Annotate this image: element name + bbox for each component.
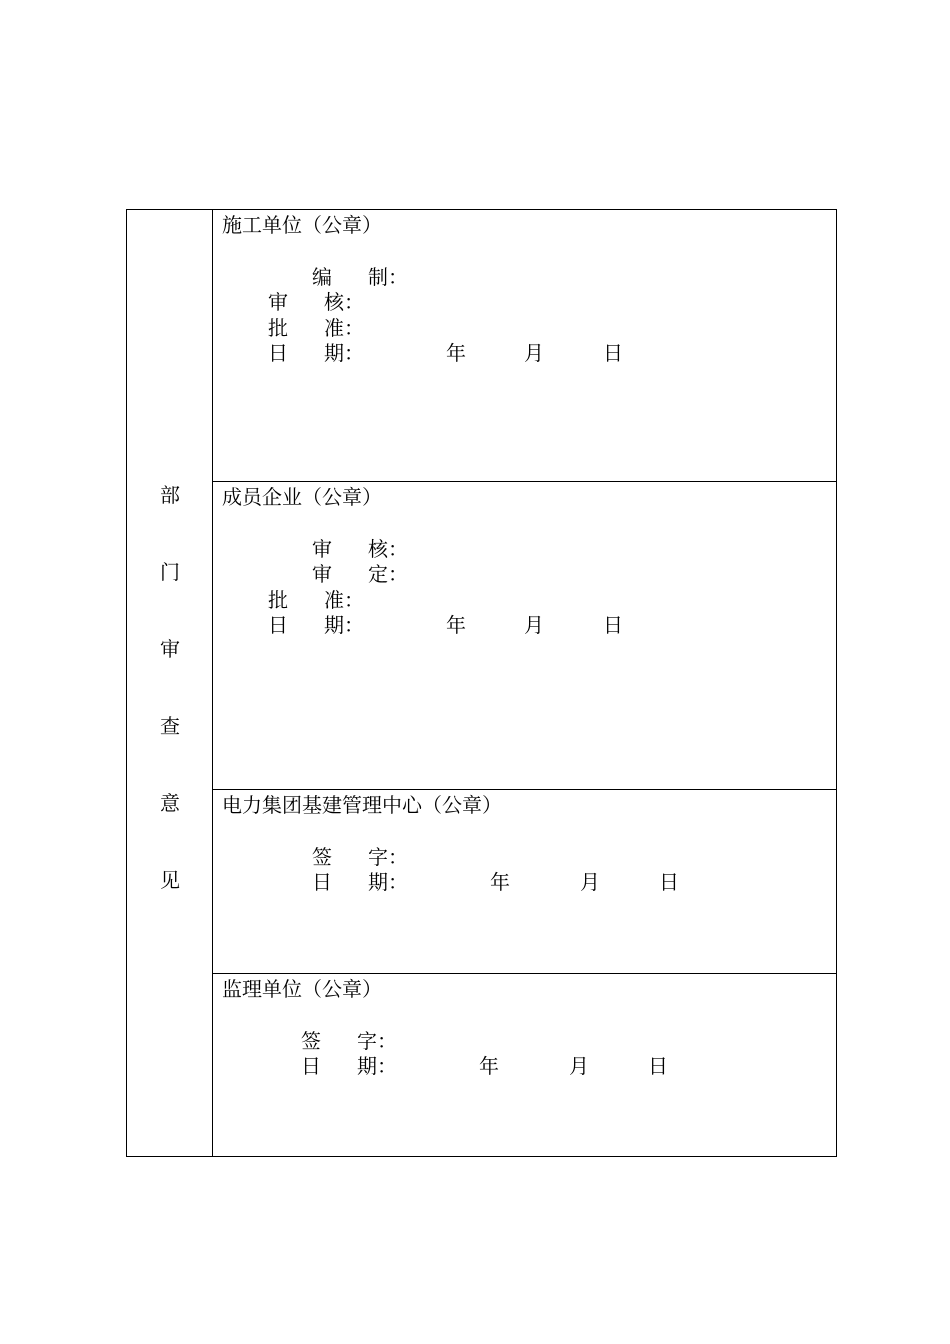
field-label: 字： [368, 845, 408, 869]
month-label: 月 [524, 613, 544, 637]
field-label: 签 [312, 845, 332, 869]
day-label: 日 [603, 613, 623, 637]
field-label: 字： [357, 1029, 397, 1053]
year-label: 年 [490, 870, 510, 894]
side-label-char: 见 [160, 868, 180, 892]
field-label: 核： [324, 290, 364, 314]
side-label-char: 意 [160, 791, 180, 815]
side-label-char: 部 [160, 483, 180, 507]
field-label: 制： [368, 265, 408, 289]
year-label: 年 [479, 1054, 499, 1078]
side-label-char: 审 [160, 637, 180, 661]
field-label: 期： [357, 1054, 397, 1078]
field-label: 日 [268, 341, 288, 365]
day-label: 日 [648, 1054, 668, 1078]
field-label: 日 [301, 1054, 321, 1078]
field-label: 批 [268, 588, 288, 612]
department-review-opinion-column [127, 210, 213, 1156]
field-label: 签 [301, 1029, 321, 1053]
field-label: 期： [324, 341, 364, 365]
field-label: 审 [312, 562, 332, 586]
field-label: 审 [268, 290, 288, 314]
field-label: 准： [324, 316, 364, 340]
field-label: 准： [324, 588, 364, 612]
field-label: 核： [368, 537, 408, 561]
day-label: 日 [603, 341, 623, 365]
month-label: 月 [524, 341, 544, 365]
field-label: 定： [368, 562, 408, 586]
month-label: 月 [569, 1054, 589, 1078]
supervision-unit-section [213, 974, 836, 1158]
section-title: 成员企业（公章） [222, 485, 382, 509]
field-label: 期： [324, 613, 364, 637]
construction-unit-section [213, 210, 836, 482]
field-label: 审 [312, 537, 332, 561]
year-label: 年 [446, 613, 466, 637]
power-group-center-section [213, 790, 836, 974]
month-label: 月 [580, 870, 600, 894]
year-label: 年 [446, 341, 466, 365]
section-title: 施工单位（公章） [222, 213, 382, 237]
review-form-table [126, 209, 837, 1157]
side-label-char: 门 [160, 560, 180, 584]
section-title: 监理单位（公章） [222, 977, 382, 1001]
field-label: 批 [268, 316, 288, 340]
section-title: 电力集团基建管理中心（公章） [222, 793, 502, 817]
field-label: 日 [312, 870, 332, 894]
field-label: 编 [312, 265, 332, 289]
field-label: 期： [368, 870, 408, 894]
side-label-char: 查 [160, 714, 180, 738]
member-enterprise-section [213, 482, 836, 790]
day-label: 日 [659, 870, 679, 894]
field-label: 日 [268, 613, 288, 637]
